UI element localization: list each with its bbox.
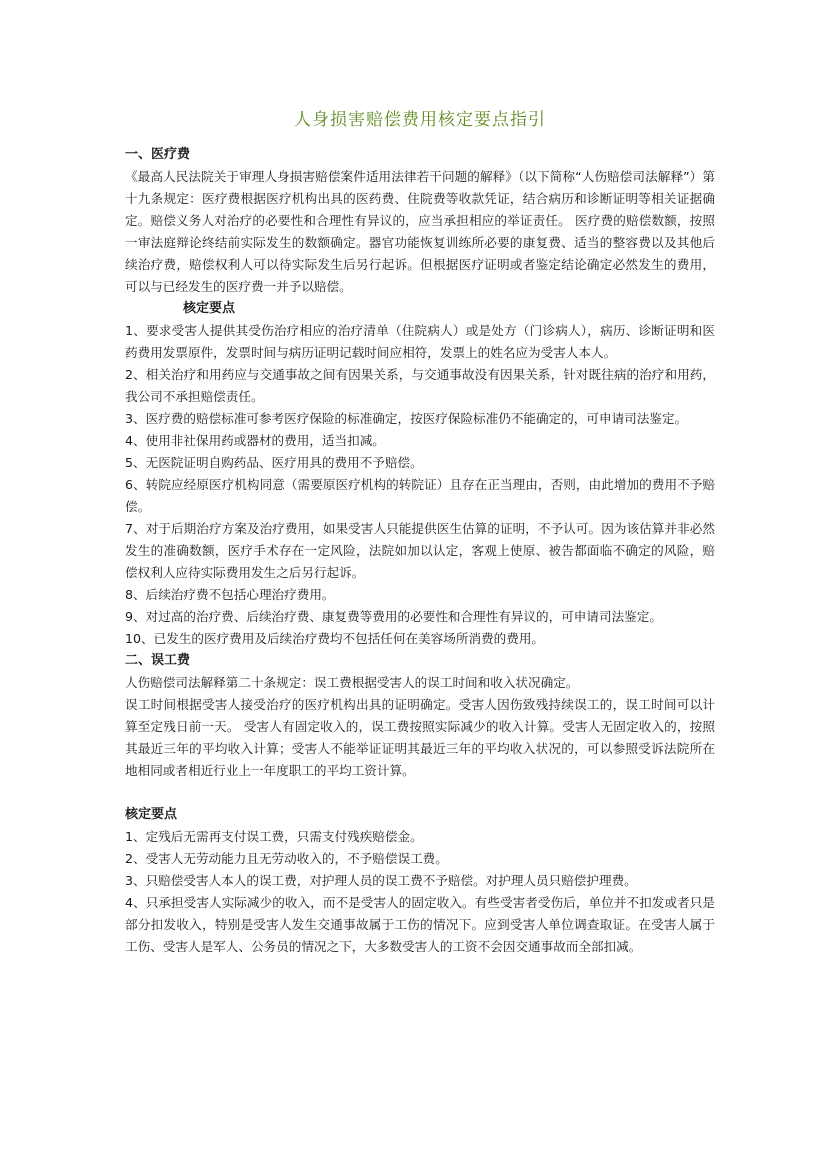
document-page [125, 108, 715, 958]
list-item: 3、只赔偿受害人本人的误工费，对护理人员的误工费不予赔偿。对护理人员只赔偿护理费。 [125, 873, 637, 888]
lost-wages-paragraph-1: 人伤赔偿司法解释第二十条规定：误工费根据受害人的误工时间和收入状况确定。 [125, 675, 579, 690]
list-item: 1、定残后无需再支付误工费，只需支付残疾赔偿金。 [125, 829, 423, 844]
document-title: 人身损害赔偿费用核定要点指引 [294, 110, 546, 130]
list-item: 5、无医院证明自购药品、医疗用具的费用不予赔偿。 [125, 455, 423, 470]
medical-paragraph: 《最高人民法院关于审理人身损害赔偿案件适用法律若干问题的解释》（以下简称“人伤赔偿司法解释”）第十九条规定：医疗费根据医疗机构出具的医药费、住院费等收款凭证，结合病历和诊断证明等相关证据确定。赔偿义务人对治疗的必要性和合理性有异议的，应当承担相应的举证责任。 医疗费的赔偿数额，按照一审法庭辩论终结前实际发生的数额确定。器官功能恢复训练所必要的康复费、适当的整容费以及其他后续治疗费，赔偿权利人可以待实际发生后另行起诉。但根据医疗证明或者鉴定结论确定必然发生的费用，可以与已经发生的医疗费一并予以赔偿。 [125, 169, 715, 294]
list-item: 4、使用非社保用药或器材的费用，适当扣减。 [125, 433, 385, 448]
list-item: 1、要求受害人提供其受伤治疗相应的治疗清单（住院病人）或是处方（门诊病人），病历、诊断证明和医药费用发票原件，发票时间与病历证明记载时间应相符，发票上的姓名应为受害人本人。 [125, 323, 715, 360]
blank-line [125, 782, 715, 804]
list-item: 4、只承担受害人实际减少的收入，而不是受害人的固定收入。有些受害者受伤后，单位并不扣发或者只是部分扣发收入，特别是受害人发生交通事故属于工伤的情况下。应到受害人单位调查取证。在受害人属于工伤、受害人是军人、公务员的情况之下，大多数受害人的工资不会因交通事故而全部扣减。 [125, 895, 715, 954]
list-item: 2、相关治疗和用药应与交通事故之间有因果关系，与交通事故没有因果关系，针对既往病的治疗和用药，我公司不承担赔偿责任。 [125, 367, 715, 404]
list-item: 3、医疗费的赔偿标准可参考医疗保险的标准确定，按医疗保险标准仍不能确定的，可申请司法鉴定。 [125, 411, 688, 426]
list-item: 8、后续治疗费不包括心理治疗费用。 [125, 587, 335, 602]
list-item: 6、转院应经原医疗机构同意（需要原医疗机构的转院证）且存在正当理由，否则，由此增加的费用不予赔偿。 [125, 477, 715, 514]
list-item: 2、受害人无劳动能力且无劳动收入的，不予赔偿误工费。 [125, 851, 448, 866]
section-heading-medical: 一、医疗费 [125, 147, 191, 162]
medical-key-points-heading: 核定要点 [183, 301, 236, 316]
list-item: 7、对于后期治疗方案及治疗费用，如果受害人只能提供医生估算的证明，不予认可。因为该估算并非必然发生的准确数额，医疗手术存在一定风险，法院如加以认定，客观上使原、被告都面临不确定的风险，赔偿权利人应待实际费用发生之后另行起诉。 [125, 521, 715, 580]
lost-wages-paragraph-2: 误工时间根据受害人接受治疗的医疗机构出具的证明确定。受害人因伤致残持续误工的，误工时间可以计算至定残日前一天。 受害人有固定收入的，误工费按照实际减少的收入计算。受害人无固定收入的，按照其最近三年的平均收入计算；受害人不能举证证明其最近三年的平均收入状况的，可以参照受诉法院所在地相同或者相近行业上一年度职工的平均工资计算。 [125, 697, 715, 778]
list-item: 9、对过高的治疗费、后续治疗费、康复费等费用的必要性和合理性有异议的，可申请司法鉴定。 [125, 609, 662, 624]
list-item: 10、已发生的医疗费用及后续治疗费均不包括任何在美容场所消费的费用。 [125, 631, 545, 646]
section-heading-lost-wages: 二、误工费 [125, 653, 191, 668]
lost-wages-key-points-heading: 核定要点 [125, 807, 178, 822]
